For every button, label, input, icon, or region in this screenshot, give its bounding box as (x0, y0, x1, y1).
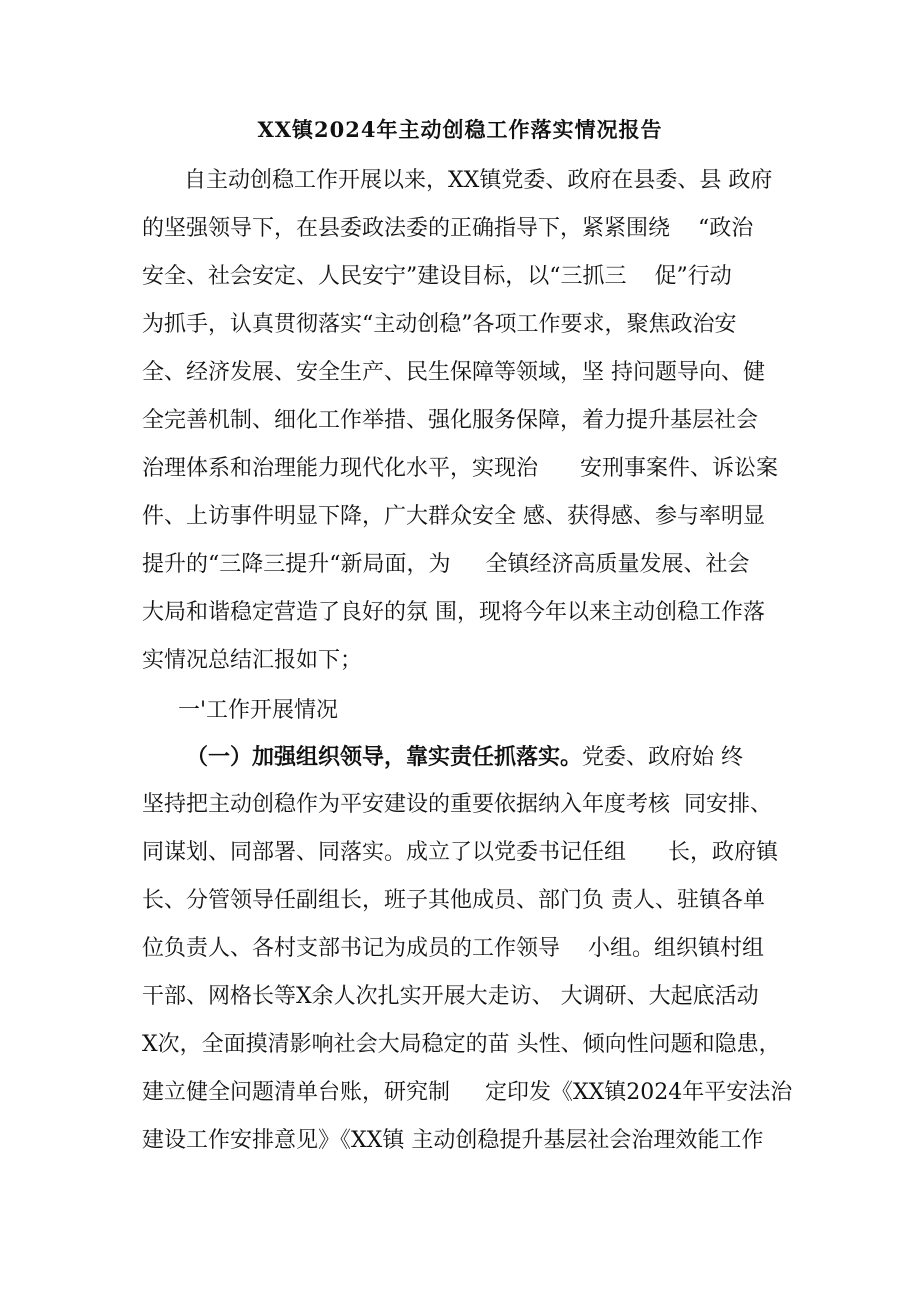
paragraph-line: 干部、网格长等X余人次扎实开展大走访、 大调研、大起底活动 (142, 984, 759, 1009)
subsection-first-line (186, 742, 743, 773)
paragraph-line: 建立健全问题清单台账，研究制 定印发《XX镇2024年平安法治 (142, 1080, 793, 1105)
paragraph-line: 件、上访事件明显下降，广大群众安全 感、获得感、参与率明显 (142, 504, 765, 529)
paragraph-line: 同谋划、同部署、同落实。成立了以党委书记任组 长，政府镇 (142, 840, 778, 865)
paragraph-line: 位负责人、各村支部书记为成员的工作领导 小组。组织镇村组 (142, 936, 764, 961)
paragraph-line: 建设工作安排意见》《XX镇 主动创稳提升基层社会治理效能工作 (142, 1128, 764, 1153)
paragraph-line: 自主动创稳工作开展以来，XX镇党委、政府在县委、县 政府 (184, 168, 773, 193)
paragraph-line: X次，全面摸清影响社会大局稳定的苗 头性、倾向性问题和隐患， (142, 1032, 781, 1057)
paragraph-line: 为抓手，认真贯彻落实“主动创稳”各项工作要求，聚焦政治安 (142, 312, 737, 337)
paragraph-line: 大局和谐稳定营造了良好的氛 围，现将今年以来主动创稳工作落 (142, 600, 765, 625)
paragraph-line: 全、经济发展、安全生产、民生保障等领域，坚 持问题导向、健 (142, 360, 765, 385)
section-heading: 一'工作开展情况 (178, 698, 339, 723)
paragraph-line: 坚持把主动创稳作为平安建设的重要依据纳入年度考核 同安排、 (142, 792, 772, 817)
paragraph-line: 治理体系和治理能力现代化水平，实现治 安刑事案件、诉讼案 (142, 456, 778, 481)
paragraph-line: 全完善机制、细化工作举措、强化服务保障，着力提升基层社会 (142, 408, 759, 433)
subsection-heading: （一）加强组织领导，靠实责任抓落实。 (186, 744, 583, 770)
paragraph-line: 长、分管领导任副组长，班子其他成员、部门负 责人、驻镇各单 (142, 888, 765, 913)
document-title: XX镇2024年主动创稳工作落实情况报告 (257, 117, 663, 142)
subsection-first-line-text: 党委、政府始 终 (582, 745, 744, 770)
paragraph-line: 的坚强领导下，在县委政法委的正确指导下，紧紧围绕 “政治 (142, 216, 754, 241)
paragraph-line: 安全、社会安定、人民安宁”建设目标，以“三抓三 促”行动 (142, 264, 732, 289)
paragraph-line: 实情况总结汇报如下； (142, 648, 363, 673)
paragraph-line: 提升的“三降三提升“新局面，为 全镇经济高质量发展、社会 (142, 552, 750, 577)
